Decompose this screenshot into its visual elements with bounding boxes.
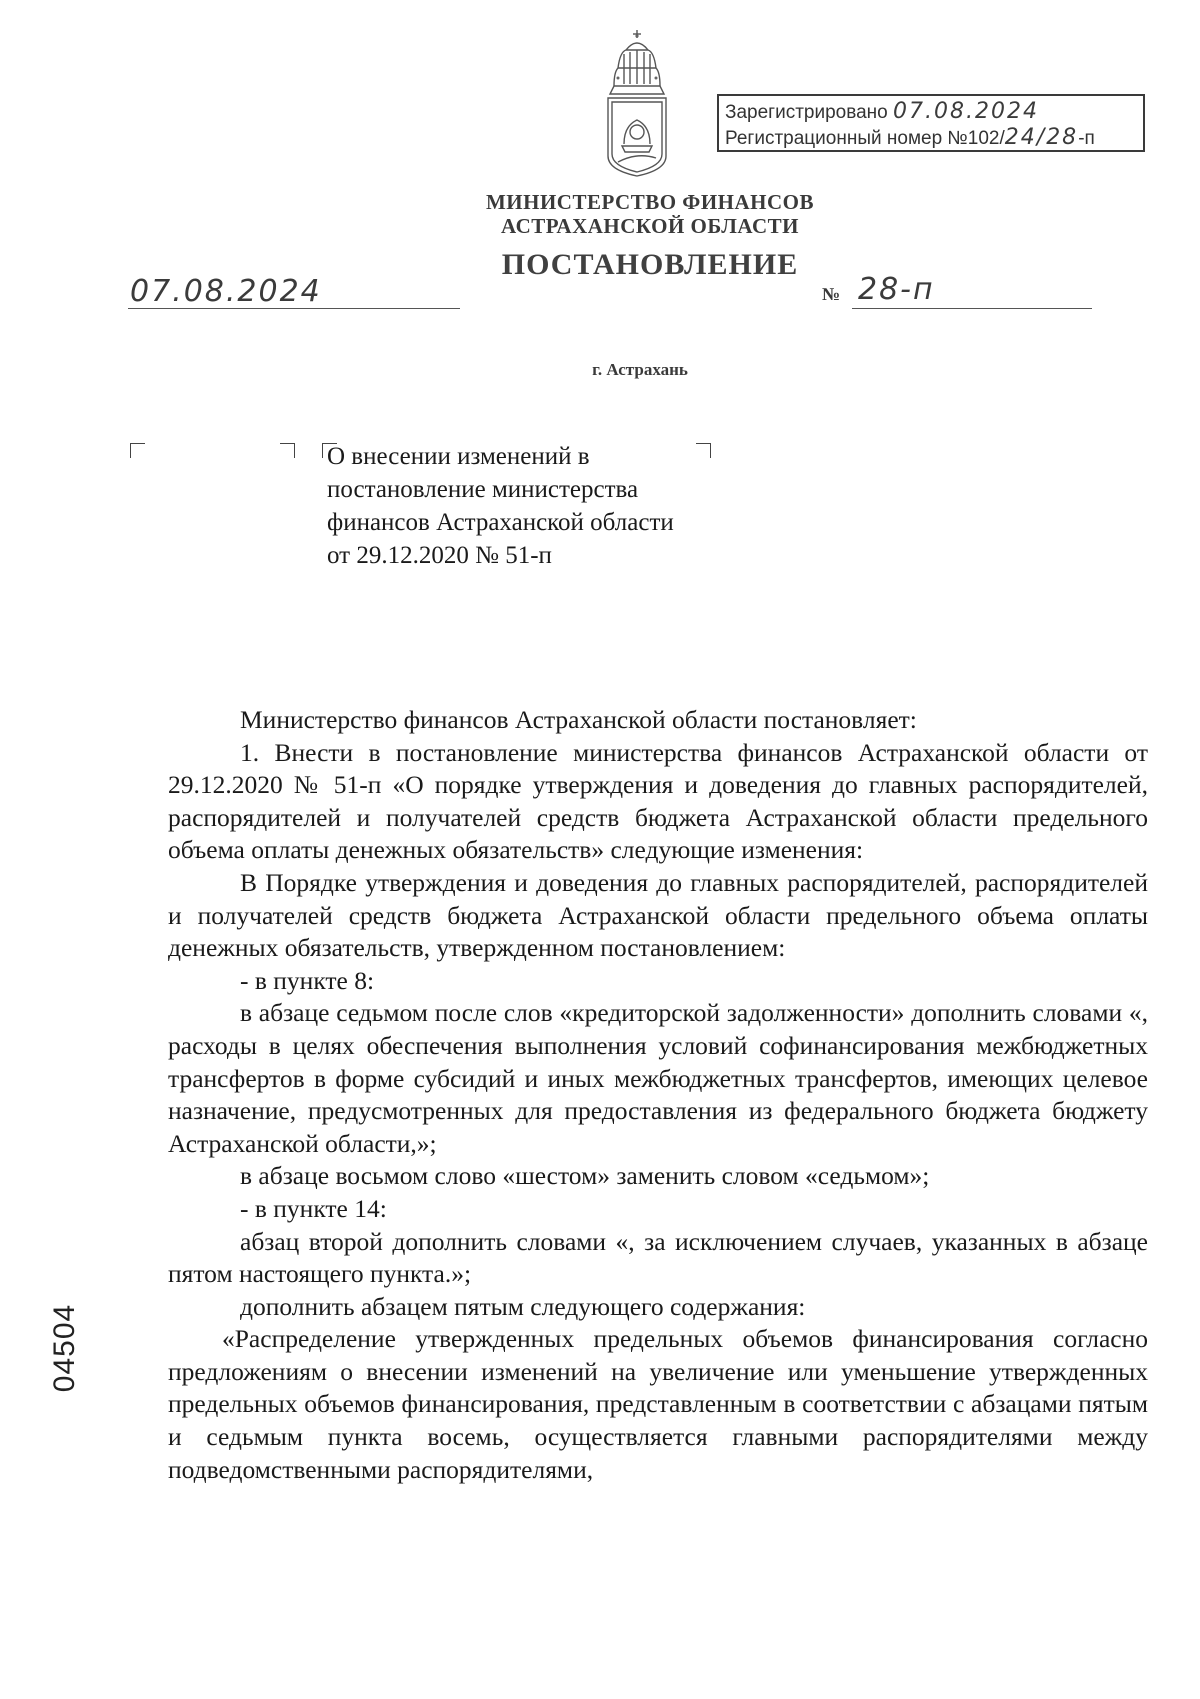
subject-line: О внесении изменений в bbox=[327, 443, 590, 470]
body-paragraph: «Распределение утвержденных предельных объемов финансирования согласно предложениям о внесении изменений на увеличение или уменьшение утвержденных предельных объемов финансирования, представленным в соответствии с абзацами пятым и седьмым пункта восемь, осуществляется главными распорядителями между подведомственными распорядителями, bbox=[168, 1324, 1148, 1484]
registration-stamp bbox=[717, 94, 1145, 152]
document-type: ПОСТАНОВЛЕНИЕ bbox=[501, 248, 799, 281]
body-paragraph: - в пункте 14: bbox=[240, 1193, 387, 1223]
regnum-label: Регистрационный номер №102/ bbox=[725, 128, 1005, 149]
subject-line: постановление министерства bbox=[327, 476, 639, 503]
body-paragraph: в абзаце седьмом после слов «кредиторской задолженности» дополнить словами «, расходы в целях обеспечения выполнения условий софинансирования межбюджетных трансфертов в форме субсидий и иных межбюджетных трансфертов, имеющих целевое назначение, предусмотренных для предоставления из федерального бюджета бюджету Астраханской области,»; bbox=[168, 998, 1148, 1158]
coat-of-arms-icon bbox=[596, 28, 678, 178]
ministry-name-line2: АСТРАХАНСКОЙ ОБЛАСТИ bbox=[500, 214, 800, 238]
side-code-text: 04504 bbox=[48, 1303, 81, 1393]
number-sign: № bbox=[822, 284, 841, 304]
document-number: 28-п bbox=[858, 272, 935, 307]
subject-line: финансов Астраханской области bbox=[327, 509, 674, 536]
document-body bbox=[168, 704, 1148, 1486]
regnum-suffix: -п bbox=[1078, 128, 1095, 149]
corner-bracket-icon bbox=[130, 443, 145, 458]
body-paragraph: дополнить абзацем пятым следующего содержания: bbox=[240, 1291, 806, 1321]
body-paragraph: Министерство финансов Астраханской области постановляет: bbox=[240, 705, 917, 734]
subject-line: от 29.12.2020 № 51-п bbox=[327, 542, 552, 569]
document-subject bbox=[327, 440, 747, 572]
regnum-handwritten: 24/28 bbox=[1004, 125, 1079, 150]
body-paragraph: В Порядке утверждения и доведения до главных распорядителей, распорядителей и получателей средств бюджета Астраханской области предельного объема оплаты денежных обязательств, утвержденном постановлением: bbox=[168, 867, 1148, 963]
corner-bracket-icon bbox=[280, 443, 295, 458]
body-paragraph: - в пункте 8: bbox=[240, 965, 375, 995]
registered-label: Зарегистрировано bbox=[725, 102, 888, 123]
body-paragraph: в абзаце восьмом слово «шестом» заменить словом «седьмом»; bbox=[240, 1161, 930, 1191]
ministry-name-line1: МИНИСТЕРСТВО ФИНАНСОВ bbox=[485, 190, 815, 214]
body-paragraph: абзац второй дополнить словами «, за исключением случаев, указанных в абзаце пятом настоящего пункта.»; bbox=[168, 1226, 1148, 1289]
document-date: 07.08.2024 bbox=[130, 274, 322, 309]
city: г. Астрахань bbox=[592, 360, 688, 379]
body-paragraph: 1. Внести в постановление министерства финансов Астраханской области от 29.12.2020 № 51-п «О порядке утверждения и доведения до главных распорядителей, распорядителей и получателей средств бюджета Астраханской области предельного объема оплаты денежных обязательств» следующие изменения: bbox=[168, 737, 1148, 865]
side-archive-code bbox=[40, 1273, 90, 1423]
registered-date: 07.08.2024 bbox=[893, 99, 1039, 124]
